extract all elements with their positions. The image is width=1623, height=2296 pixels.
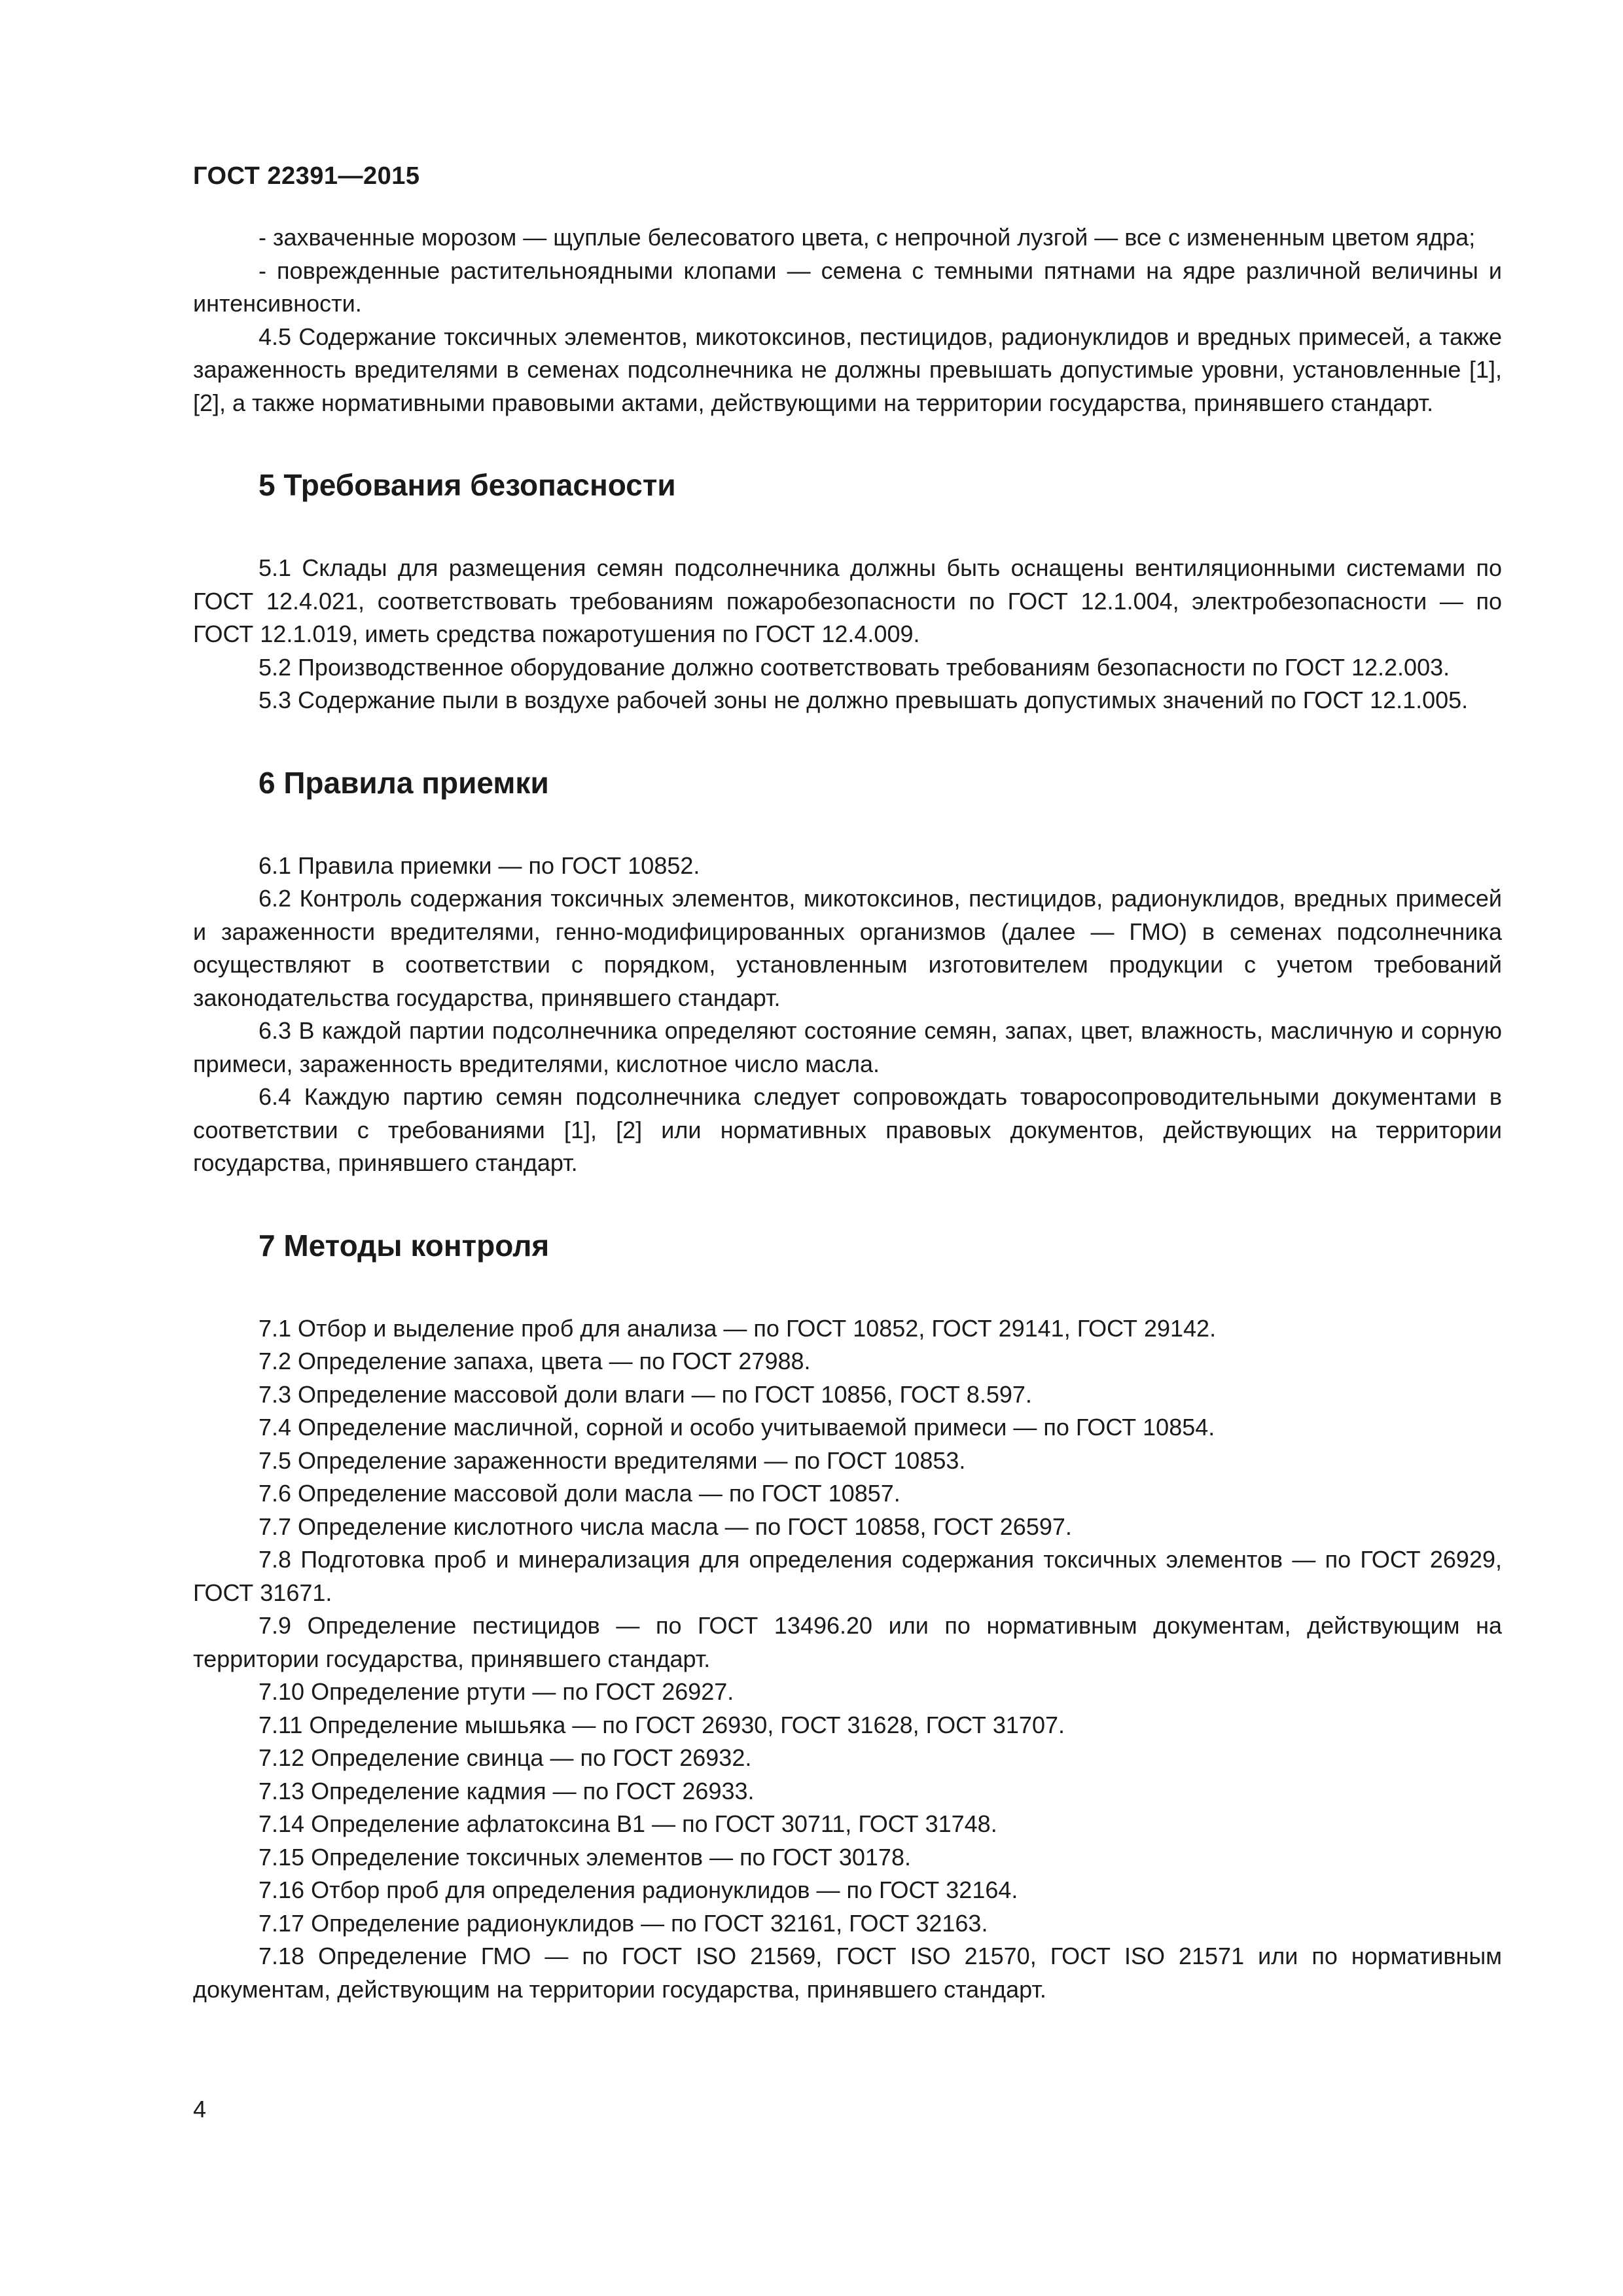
paragraph: 7.7 Определение кислотного числа масла — по ГОСТ 10858, ГОСТ 26597. (259, 1513, 1072, 1540)
paragraph: 6.3 В каждой партии подсолнечника определяют состояние семян, запах, цвет, влажность, масличную и сорную примеси, зараженность вредителями, кислотное число масла. (193, 1017, 1502, 1077)
paragraph: 5.1 Склады для размещения семян подсолнечника должны быть оснащены вентиляционными системами по ГОСТ 12.4.021, соответствовать требованиям пожаробезопасности по ГОСТ 12.1.004, электробезопасности — по ГОСТ 12.1.019, иметь средства пожаротушения по ГОСТ 12.4.009. (193, 554, 1502, 647)
paragraph: 4.5 Содержание токсичных элементов, микотоксинов, пестицидов, радионуклидов и вредных примесей, а также зараженность вредителями в семенах подсолнечника не должны превышать допустимые уровни, установленные [1], [2], а также нормативными правовыми актами, действующими на территории государства, принявшего стандарт. (193, 323, 1502, 416)
paragraph: 7.17 Определение радионуклидов — по ГОСТ 32161, ГОСТ 32163. (259, 1909, 988, 1937)
paragraph: 7.12 Определение свинца — по ГОСТ 26932. (259, 1744, 752, 1771)
page-number: 4 (193, 2096, 207, 2123)
paragraph: 7.2 Определение запаха, цвета — по ГОСТ 27988. (259, 1348, 811, 1374)
section-6 (193, 764, 1502, 1180)
paragraph: 7.14 Определение афлатоксина В1 — по ГОСТ 30711, ГОСТ 31748. (259, 1810, 997, 1837)
document-page (193, 161, 1502, 2006)
section-5 (193, 467, 1502, 717)
paragraph: - захваченные морозом — щуплые белесоватого цвета, с непрочной лузгой — все с измененным цветом ядра; (259, 224, 1476, 251)
paragraph: 7.15 Определение токсичных элементов — по ГОСТ 30178. (259, 1843, 911, 1871)
paragraph: 6.2 Контроль содержания токсичных элементов, микотоксинов, пестицидов, радионуклидов, вредных примесей и зараженности вредителями, генно-модифицированных организмов (далее — ГМО) в семенах подсолнечника осуществляют в соответствии с порядком, установленным изготовителем продукции с учетом требований законодательства государства, принявшего стандарт. (193, 885, 1502, 1011)
paragraph: 7.1 Отбор и выделение проб для анализа — по ГОСТ 10852, ГОСТ 29141, ГОСТ 29142. (259, 1314, 1217, 1342)
paragraph: - поврежденные растительноядными клопами — семена с темными пятнами на ядре различной величины и интенсивности. (193, 257, 1502, 317)
paragraph: 7.6 Определение массовой доли масла — по ГОСТ 10857. (259, 1480, 901, 1507)
paragraph: 7.3 Определение массовой доли влаги — по ГОСТ 10856, ГОСТ 8.597. (259, 1380, 1032, 1408)
paragraph: 7.8 Подготовка проб и минерализация для определения содержания токсичных элементов — по ГОСТ 26929, ГОСТ 31671. (193, 1546, 1502, 1606)
section-7 (193, 1227, 1502, 2007)
document-code-header: ГОСТ 22391—2015 (193, 162, 420, 190)
paragraph: 7.11 Определение мышьяка — по ГОСТ 26930, ГОСТ 31628, ГОСТ 31707. (259, 1711, 1065, 1738)
paragraph: 5.2 Производственное оборудование должно соответствовать требованиям безопасности по ГОСТ 12.2.003. (259, 653, 1450, 681)
paragraph: 7.5 Определение зараженности вредителями — по ГОСТ 10853. (259, 1446, 966, 1474)
section-title: 5 Требования безопасности (259, 468, 676, 502)
paragraph: 7.18 Определение ГМО — по ГОСТ ISO 21569, ГОСТ ISO 21570, ГОСТ ISO 21571 или по нормативным документам, действующим на территории государства, принявшего стандарт. (193, 1943, 1502, 2003)
section-title: 7 Методы контроля (259, 1228, 550, 1263)
paragraph: 6.1 Правила приемки — по ГОСТ 10852. (259, 852, 700, 879)
section-title: 6 Правила приемки (259, 765, 549, 800)
paragraph: 6.4 Каждую партию семян подсолнечника следует сопровождать товаросопроводительными документами в соответствии с требованиями [1], [2] или нормативных правовых документов, действующих на территории государства, принявшего стандарт. (193, 1083, 1502, 1176)
paragraph: 5.3 Содержание пыли в воздухе рабочей зоны не должно превышать допустимых значений по ГОСТ 12.1.005. (259, 687, 1469, 713)
paragraph: 7.16 Отбор проб для определения радионуклидов — по ГОСТ 32164. (259, 1876, 1018, 1903)
paragraph: 7.13 Определение кадмия — по ГОСТ 26933. (259, 1777, 755, 1804)
paragraph: 7.9 Определение пестицидов — по ГОСТ 13496.20 или по нормативным документам, действующим на территории государства, принявшего стандарт. (193, 1612, 1502, 1672)
paragraph: 7.10 Определение ртути — по ГОСТ 26927. (259, 1678, 734, 1705)
paragraph: 7.4 Определение масличной, сорной и особо учитываемой примеси — по ГОСТ 10854. (259, 1414, 1215, 1441)
intro-block (193, 221, 1502, 420)
